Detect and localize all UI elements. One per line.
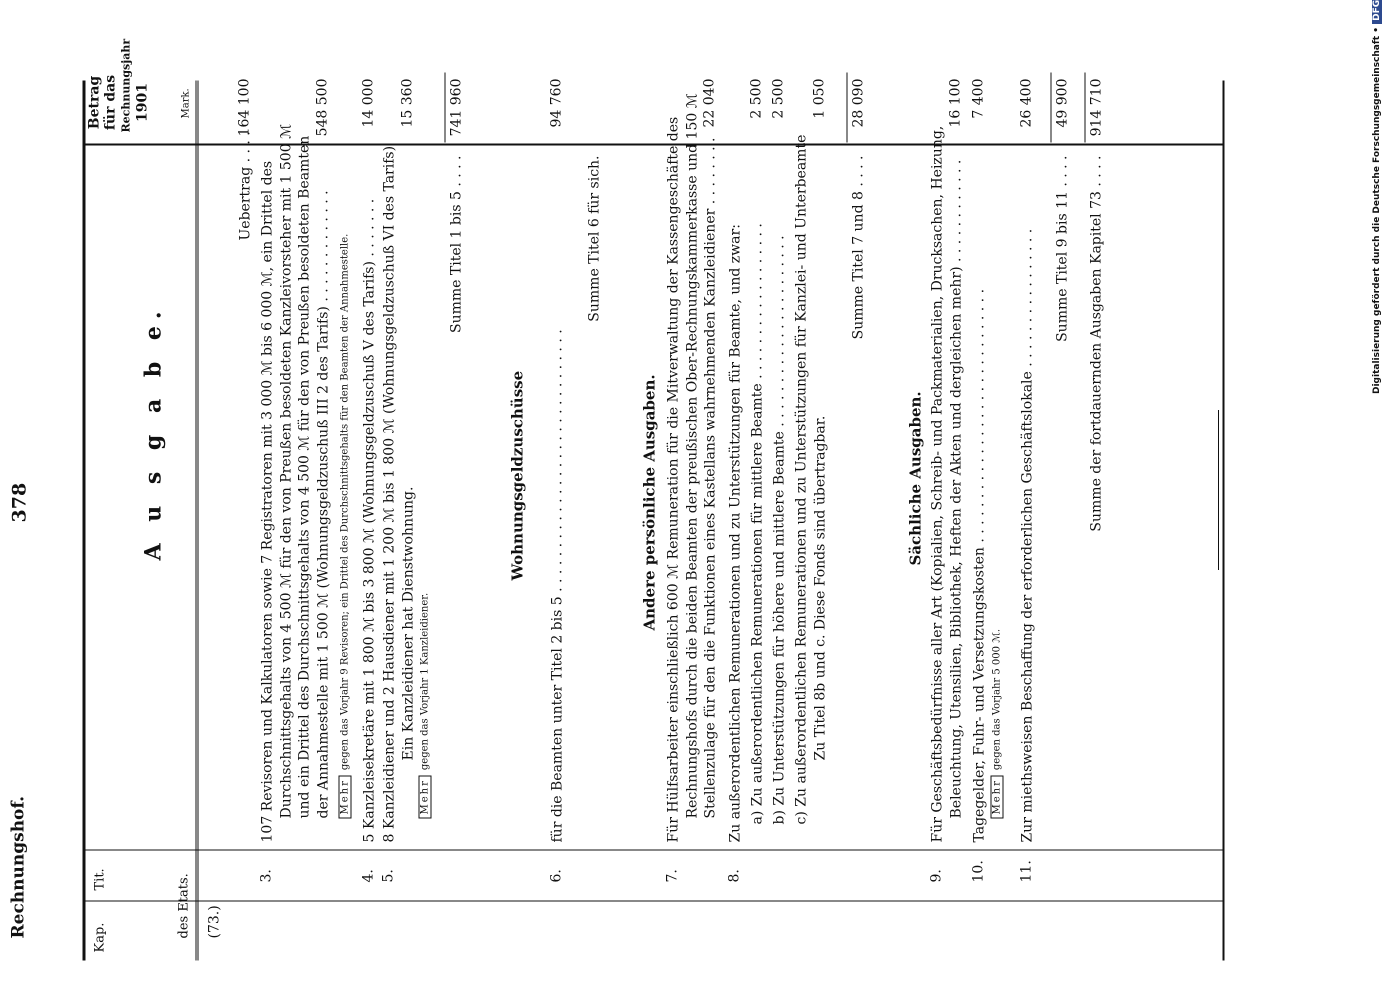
row-text-line: für die Beamten unter Titel 2 bis 5 . . . . . . . . . . . . . . . . . . . . . . . . . . . . . . xyxy=(549,328,565,842)
row-note xyxy=(338,233,351,818)
sum-line: Summe Titel 7 und 8 . . . . xyxy=(850,155,866,339)
margin-rule xyxy=(1218,410,1219,570)
column-header-des-etats: des Etats. xyxy=(176,872,191,938)
amount-cell: 1 050 xyxy=(810,78,827,119)
kapitel-number: (73.) xyxy=(206,904,222,938)
sum-rule xyxy=(444,72,445,142)
row-text-line: Für Hülfsarbeiter einschließlich 600 ℳ Remuneration für die Mitverwaltung der Kassengeschäfte des xyxy=(665,116,681,842)
sum-rule xyxy=(1084,72,1085,142)
table-bottom-rule xyxy=(1222,80,1224,960)
digitization-text: Digitalisierung gefördert durch die Deutsche Forschungsgemeinschaft xyxy=(1372,35,1382,394)
row-text-line: Beleuchtung, Utensilien, Bibliothek, Heften der Akten und dergleichen mehr) . . . . . . . . . . . . xyxy=(947,159,964,818)
row-text-line: Für Geschäftsbedürfnisse aller Art (Kopialien, Schreib- und Packmaterialien, Drucksachen, Heizung, xyxy=(929,125,945,842)
sum-line: Summe Titel 9 bis 11 . . . . xyxy=(1054,155,1070,342)
amount-cell: 741 960 xyxy=(448,78,464,136)
row-text-line: der Annahmestelle mit 1 500 ℳ (Wohnungsgeldzuschuß III 2 des Tarifs) . . . . . . . . . . . . . xyxy=(314,189,331,818)
running-head: Rechnungshof. xyxy=(8,795,28,938)
row-text-line: Zu Titel 8b und c. Diese Fonds sind übertragbar. xyxy=(811,415,828,760)
sum-line: Summe Titel 1 bis 5 . . . . xyxy=(448,155,464,333)
row-text-line: Uebertrag . . . . xyxy=(237,130,253,240)
titel-number: 11. xyxy=(1018,859,1034,882)
page-title: A u s g a b e. xyxy=(140,303,166,560)
row-text-line: und ein Drittel des Durchschnittsgehalts von 4 500 ℳ für den von Preußen besoldeten Beamten xyxy=(296,135,312,818)
amount-cell: 49 900 xyxy=(1054,78,1070,127)
column-header-tit: Tit. xyxy=(92,867,107,890)
row-text-line: Rechnungshofs durch die beiden Beamten der preußischen Ober-Rechnungskammerkasse und 150 ℳ xyxy=(683,92,700,818)
amount-cell: 14 000 xyxy=(360,78,376,127)
amount-unit: Mark. xyxy=(180,87,191,118)
titel-number: 10. xyxy=(970,859,986,882)
row-text-line: Tagegelder, Fuhr- und Versetzungskosten . . . . . . . . . . . . . . . . . . . . . . . . . . . . . xyxy=(971,288,987,842)
sum-line: Summe Titel 6 für sich. xyxy=(586,155,602,322)
titel-number: 4. xyxy=(360,868,376,882)
row-text-line: Zur miethsweisen Beschaffung der erforderlichen Geschäftslokale . . . . . . . . . . . . . . . . xyxy=(1019,228,1035,842)
amount-cell: 16 100 xyxy=(946,78,963,127)
amount-cell: 28 090 xyxy=(850,78,866,127)
titel-number: 7. xyxy=(664,868,680,882)
kap-column-rule xyxy=(82,900,1223,901)
row-text-line: 107 Revisoren und Kalkulatoren sowie 7 Registratoren mit 3 000 ℳ bis 6 000 ℳ, ein Drittel des xyxy=(259,160,275,842)
section-heading: Sächliche Ausgaben. xyxy=(906,390,924,565)
dfg-logo: DFG xyxy=(1372,0,1382,24)
amount-cell: 548 500 xyxy=(313,78,330,136)
page-number: 378 xyxy=(8,482,30,522)
note-text: gegen das Vorjahr 1 Kanzleidiener. xyxy=(419,592,430,770)
header-bottom-rule-2 xyxy=(197,80,198,960)
note-text: gegen das Vorjahr 9 Revisoren; ein Drittel des Durchschnittsgehalts für den Beamten der Annahmestelle. xyxy=(339,233,350,770)
titel-number: 9. xyxy=(928,868,944,882)
amount-cell: 22 040 xyxy=(701,78,717,127)
sum-rule xyxy=(846,72,847,142)
titel-number: 8. xyxy=(726,868,742,882)
column-header-kap: Kap. xyxy=(92,922,107,952)
row-text-line: b) Zu Unterstützungen für höhere und mittlere Beamte . . . . . . . . . . . . . . . . . . . . . . xyxy=(771,234,787,824)
amount-cell: 164 100 xyxy=(236,78,252,136)
sum-rule xyxy=(1050,72,1051,142)
titel-number: 5. xyxy=(380,868,396,882)
amount-header xyxy=(86,38,150,132)
titel-number: 3. xyxy=(258,868,274,882)
tit-column-rule xyxy=(82,849,1223,850)
amount-cell: 914 710 xyxy=(1088,78,1104,136)
amount-cell: 15 360 xyxy=(398,78,415,127)
row-text-line: c) Zu außerordentlichen Remunerationen und zu Unterstützungen für Kanzlei- und Unterbeamte xyxy=(793,134,809,824)
amount-header-line: Rechnungsjahr xyxy=(119,38,132,132)
row-text-line: Ein Kanzleidiener hat Dienstwohnung. xyxy=(399,486,416,760)
section-heading: Andere persönliche Ausgaben. xyxy=(640,373,658,630)
note-box: Mehr xyxy=(418,775,431,818)
section-heading: Wohnungsgeldzuschüsse xyxy=(508,370,526,580)
row-text-line: Zu außerordentlichen Remunerationen und zu Unterstützungen für Beamte, und zwar: xyxy=(727,223,743,842)
header-bottom-rule xyxy=(195,80,196,960)
table-top-rule xyxy=(82,80,85,960)
amount-cell: 26 400 xyxy=(1018,78,1034,127)
row-text-line: Durchschnittsgehalts von 4 500 ℳ für den von Preußen besoldeten Kanzleivorsteher mit 1 500 ℳ xyxy=(277,123,294,818)
titel-number: 6. xyxy=(548,868,564,882)
amount-header-line: Betrag xyxy=(86,75,102,129)
row-text-line: Stellenzulage für den die Funktionen eines Kastellans wahrnehmenden Kanzleidiener . . . . . . . . xyxy=(702,137,718,818)
row-note xyxy=(418,592,431,818)
note-text: gegen das Vorjahr 5 000 ℳ. xyxy=(991,628,1002,770)
row-text-line: 8 Kanzleidiener und 2 Hausdiener mit 1 200 ℳ bis 1 800 ℳ (Wohnungsgeldzuschuß VI des Tarifs) xyxy=(381,145,397,842)
amount-cell: 2 500 xyxy=(770,78,786,119)
sum-line: Summe der fortdauernden Ausgaben Kapitel 73 . . . . xyxy=(1088,155,1104,532)
row-note xyxy=(990,628,1003,818)
note-box: Mehr xyxy=(990,775,1003,818)
amount-header-line: 1901 xyxy=(134,82,150,122)
amount-cell: 2 500 xyxy=(748,78,764,119)
amount-cell: 7 400 xyxy=(970,78,986,119)
amount-cell: 94 760 xyxy=(548,78,564,127)
digitization-note: Digitalisierung gefördert durch die Deutsche Forschungsgemeinschaft • DFG xyxy=(1372,0,1382,394)
amount-header-line: für das xyxy=(102,74,118,130)
note-box: Mehr xyxy=(338,775,351,818)
row-text-line: 5 Kanzleisekretäre mit 1 800 ℳ bis 3 800 ℳ (Wohnungsgeldzuschuß V des Tarifs) . . . . . . . xyxy=(361,198,377,842)
row-text-line: a) Zu außerordentlichen Remunerationen für mittlere Beamte . . . . . . . . . . . . . . . . . . xyxy=(749,222,765,824)
